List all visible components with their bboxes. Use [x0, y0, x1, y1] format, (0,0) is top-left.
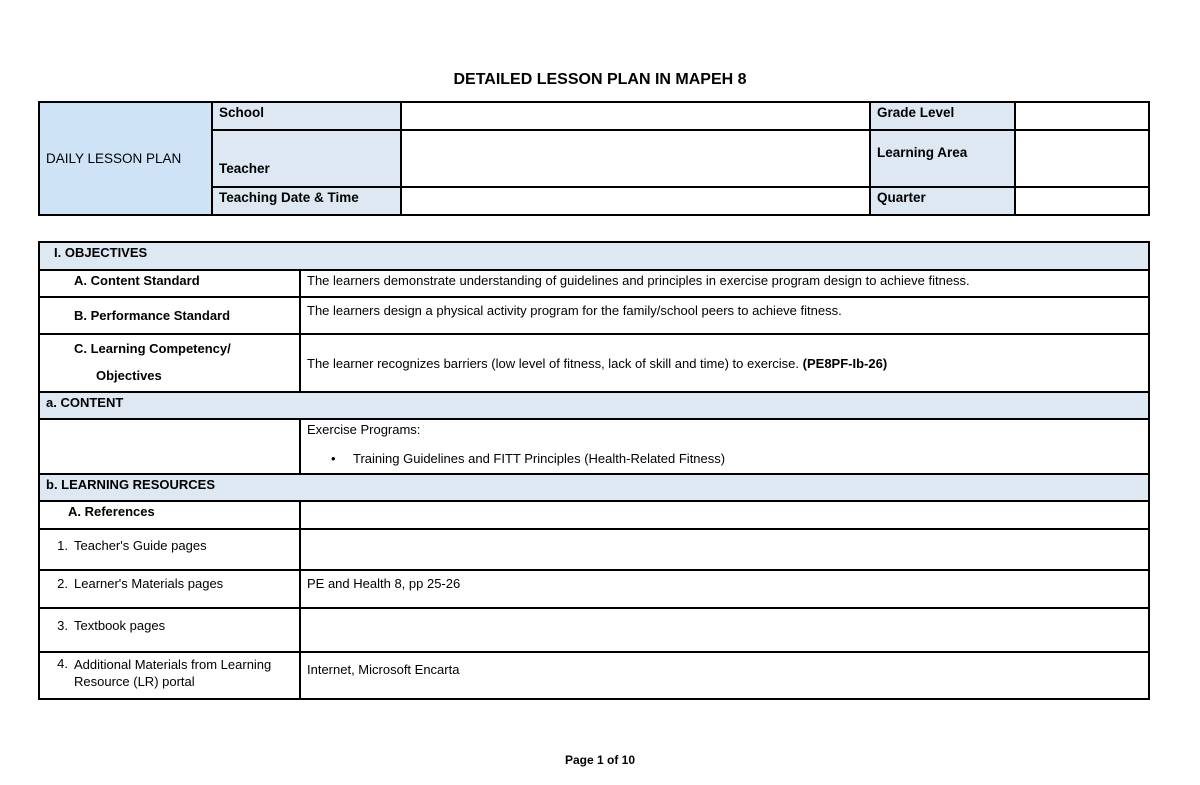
reference-row-1-num: 1. [57, 538, 68, 553]
learning-competency-line2: Objectives [96, 368, 162, 383]
reference-row-4-label [39, 652, 300, 699]
quarter-label: Quarter [870, 187, 1015, 215]
reference-row-2-num: 2. [57, 576, 68, 591]
learning-competency-text [300, 334, 1149, 392]
bullet-icon: • [331, 451, 336, 466]
daily-lesson-plan-label: DAILY LESSON PLAN [39, 102, 212, 215]
reference-row-2-value[interactable]: PE and Health 8, pp 25-26 [300, 570, 1149, 608]
teaching-date-label: Teaching Date & Time [212, 187, 401, 215]
reference-row-3-num: 3. [57, 618, 68, 633]
header-table [38, 101, 1150, 216]
reference-row-3-text: Textbook pages [74, 618, 166, 633]
lesson-plan-table [38, 241, 1150, 700]
objectives-heading: I. OBJECTIVES [39, 242, 1149, 270]
content-bullet-item [307, 451, 1142, 466]
references-value [300, 501, 1149, 529]
content-blank-cell [39, 419, 300, 474]
reference-row-3-label [39, 608, 300, 652]
reference-row-1-text: Teacher's Guide pages [74, 538, 207, 553]
learning-area-value[interactable] [1015, 130, 1149, 187]
performance-standard-label: B. Performance Standard [39, 297, 300, 334]
reference-row-4-num: 4. [57, 656, 68, 671]
reference-row-1-value[interactable] [300, 529, 1149, 570]
learning-competency-label [39, 334, 300, 392]
school-value[interactable] [401, 102, 870, 130]
reference-row-4-value[interactable]: Internet, Microsoft Encarta [300, 652, 1149, 699]
content-intro: Exercise Programs: [307, 422, 421, 437]
document-title: DETAILED LESSON PLAN IN MAPEH 8 [453, 71, 747, 88]
competency-description: The learner recognizes barriers (low level of fitness, lack of skill and time) to exercise. [307, 355, 800, 371]
reference-row-3-value[interactable] [300, 608, 1149, 652]
teaching-date-value[interactable] [401, 187, 870, 215]
learning-resources-heading: b. LEARNING RESOURCES [39, 474, 1149, 501]
reference-row-1-label [39, 529, 300, 570]
school-label: School [212, 102, 401, 130]
content-bullet-text: Training Guidelines and FITT Principles (Health-Related Fitness) [353, 451, 726, 466]
performance-standard-text: The learners design a physical activity program for the family/school peers to achieve fitness. [300, 297, 1149, 334]
grade-level-label: Grade Level [870, 102, 1015, 130]
reference-row-2-text: Learner's Materials pages [74, 576, 224, 591]
content-heading-text: a. CONTENT [46, 395, 124, 410]
content-standard-label: A. Content Standard [39, 270, 300, 297]
content-heading [39, 392, 1149, 419]
quarter-value[interactable] [1015, 187, 1149, 215]
grade-level-value[interactable] [1015, 102, 1149, 130]
content-standard-text: The learners demonstrate understanding of guidelines and principles in exercise program design to achieve fitness. [300, 270, 1149, 297]
reference-row-4-text: Additional Materials from Learning Resource (LR) portal [74, 657, 272, 689]
content-body [300, 419, 1149, 474]
teacher-label: Teacher [212, 130, 401, 187]
learning-competency-line1: C. Learning Competency/ [74, 341, 231, 356]
page-number: Page 1 of 10 [564, 753, 636, 767]
references-label: A. References [39, 501, 300, 529]
teacher-value[interactable] [401, 130, 870, 187]
reference-row-2-label [39, 570, 300, 608]
learning-area-label: Learning Area [870, 130, 1015, 187]
competency-code: (PE8PF-Ib-26) [802, 355, 888, 371]
